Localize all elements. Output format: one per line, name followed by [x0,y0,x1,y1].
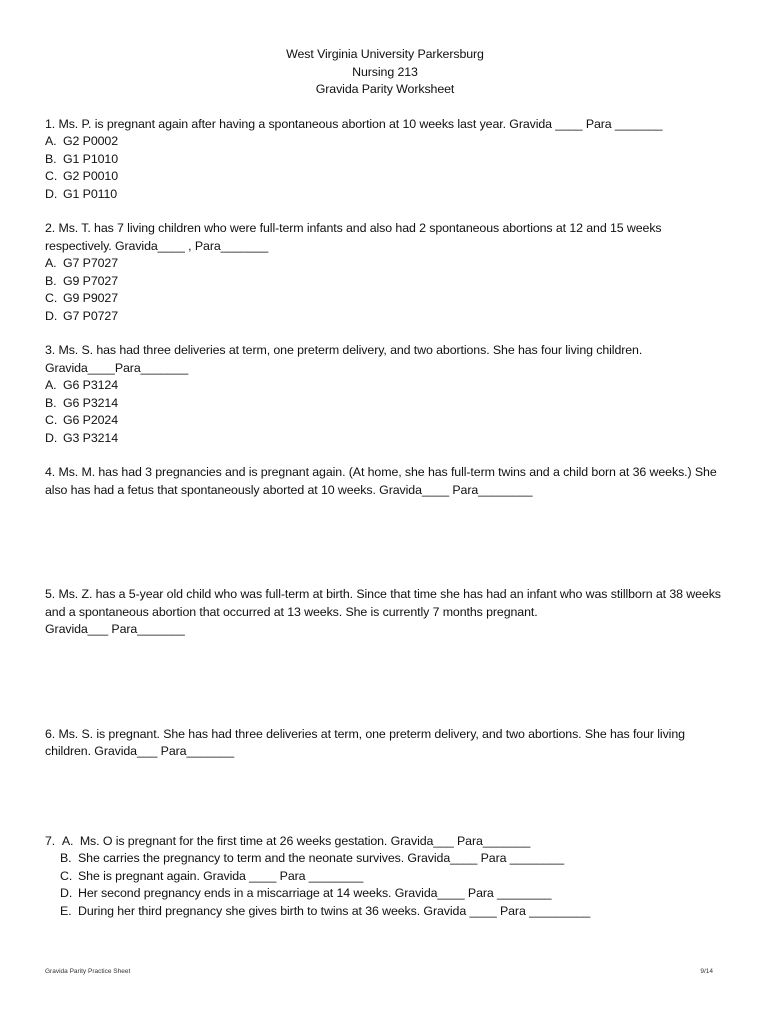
page-number: 9/14 [700,968,713,975]
question-text: 2. Ms. T. has 7 living children who were full-term infants and also had 2 spontaneous abortions at 12 and 15 weeks respectively. Gravida____ , Para_______ [45,221,662,253]
question-number: 7. [45,833,56,848]
question-3 [45,342,725,447]
sub-question-a: 7. A. Ms. O is pregnant for the first time at 26 weeks gestation. Gravida___ Para_______ [45,833,531,848]
question-text: 6. Ms. S. is pregnant. She has had three deliveries at term, one preterm delivery, and two abortions. She has four living children. Gravida___ Para_______ [45,726,685,758]
question-7 [45,833,725,921]
sub-question-c: C. She is pregnant again. Gravida ____ Para ________ [60,868,364,883]
question-5 [45,586,725,639]
option-a: A. G6 P3124 [45,378,119,392]
option-c: C. G6 P2024 [45,413,119,427]
option-b: B. G6 P3214 [45,395,119,410]
question-answer-line: Gravida___ Para_______ [45,622,185,636]
institution-name: West Virginia University Parkersburg [286,47,484,61]
worksheet-page [45,46,725,937]
sub-question-e: E. During her third pregnancy she gives birth to twins at 36 weeks. Gravida ____ Para _________ [60,903,591,918]
option-c: C. G2 P0010 [45,169,119,183]
question-text: 4. Ms. M. has had 3 pregnancies and is pregnant again. (At home, she has full-term twins and a child born at 36 weeks.) She also has had a fetus that spontaneously aborted at 10 weeks. Gravida____ Para________ [45,465,717,497]
question-text: 3. Ms. S. has had three deliveries at term, one preterm delivery, and two abortions. She has four living children. Gravida____Para_______ [45,343,643,375]
option-a: A. G7 P7027 [45,256,119,270]
option-a: A. G2 P0002 [45,134,119,148]
option-c: C. G9 P9027 [45,291,119,305]
option-d: D. G3 P3214 [45,430,119,445]
course-name: Nursing 213 [352,64,418,79]
question-2 [45,220,725,325]
footer-title: Gravida Parity Practice Sheet [45,968,131,975]
question-6 [45,726,725,761]
question-4 [45,464,725,499]
question-text: 1. Ms. P. is pregnant again after having a spontaneous abortion at 10 weeks last year. Gravida ____ Para _______ [45,116,663,131]
question-text: 5. Ms. Z. has a 5-year old child who was full-term at birth. Since that time she has had an infant who was stillborn at 38 weeks and a spontaneous abortion that occurred at 13 weeks. She is currently 7 months pregnant. [45,587,721,619]
worksheet-header [45,46,725,99]
option-d: D. G7 P0727 [45,308,119,323]
worksheet-title: Gravida Parity Worksheet [315,82,455,96]
answer-space [45,516,725,586]
answer-space [45,778,725,833]
sub-question-d: D. Her second pregnancy ends in a miscarriage at 14 weeks. Gravida____ Para ________ [60,886,552,900]
question-1 [45,116,725,204]
option-b: B. G1 P1010 [45,151,119,166]
option-b: B. G9 P7027 [45,273,119,288]
sub-question-b: B. She carries the pregnancy to term and the neonate survives. Gravida____ Para ________ [60,851,565,865]
option-d: D. G1 P0110 [45,186,118,201]
answer-space [45,656,725,726]
